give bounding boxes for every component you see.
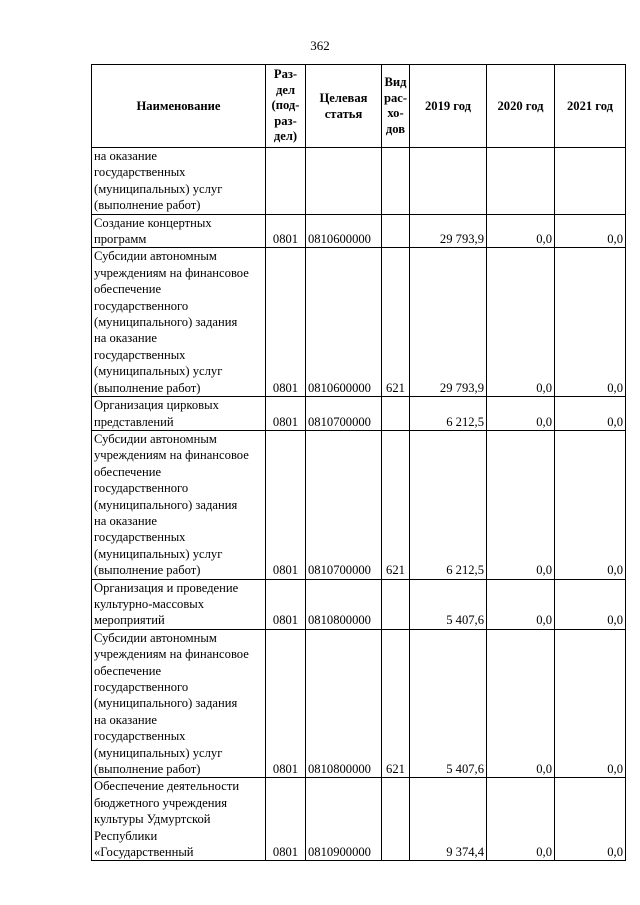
header-section — [266, 65, 306, 148]
row-name-cell — [92, 148, 266, 215]
row-name-line: мероприятий — [94, 613, 165, 628]
row-name-line: (выполнение работ) — [94, 380, 201, 395]
row-name-line: (выполнение работ) — [94, 563, 201, 578]
row-target-cell: 0810700000 — [306, 430, 382, 579]
row-name-cell — [92, 629, 266, 778]
row-name-line: государственных — [94, 530, 186, 545]
row-name-line: (выполнение работ) — [94, 762, 201, 777]
row-name-cell — [92, 778, 266, 861]
row-2020-cell: 0,0 — [487, 248, 555, 397]
row-name-line: государственных — [94, 165, 186, 180]
row-name-line: обеспечение — [94, 282, 162, 297]
row-2021-cell: 0,0 — [555, 629, 626, 778]
row-name-line: (выполнение работ) — [94, 198, 201, 213]
row-2021-cell: 0,0 — [555, 248, 626, 397]
row-name-line: Обеспечение деятельности — [94, 779, 240, 794]
row-name-line: Субсидии автономным — [94, 431, 217, 446]
row-name-line: государственного — [94, 680, 189, 694]
row-section-cell: 0801 — [266, 430, 306, 579]
table-row — [92, 148, 626, 215]
row-expense-type-cell — [382, 778, 410, 861]
row-name-line: (муниципальных) услуг — [94, 745, 223, 760]
row-2020-cell: 0,0 — [487, 214, 555, 248]
row-2020-cell: 0,0 — [487, 397, 555, 431]
header-expense-line: Вид — [384, 75, 407, 89]
row-2019-cell: 29 793,9 — [410, 248, 487, 397]
row-2019-cell: 6 212,5 — [410, 397, 487, 431]
header-row — [92, 65, 626, 148]
row-name-line: Организация и проведение — [94, 580, 239, 595]
row-name-line: государственного — [94, 481, 189, 496]
row-section-cell: 0801 — [266, 397, 306, 431]
header-section-line: Раз- — [273, 67, 298, 82]
row-name-line: на оказание — [94, 513, 157, 528]
row-target-cell: 0810800000 — [306, 579, 382, 629]
row-name-line: учреждениям на финансовое — [94, 265, 249, 280]
row-2021-cell: 0,0 — [555, 214, 626, 248]
page-number: 362 — [310, 38, 330, 53]
row-expense-type-cell: 621 — [382, 430, 410, 579]
row-expense-type-cell: 621 — [382, 629, 410, 778]
row-name-cell — [92, 579, 266, 629]
row-target-cell: 0810900000 — [306, 778, 382, 861]
row-name-line: Создание концертных — [94, 215, 212, 230]
row-target-cell: 0810600000 — [306, 214, 382, 248]
header-2019: 2019 год — [410, 65, 487, 148]
row-2021-cell: 0,0 — [555, 397, 626, 431]
row-2019-cell: 5 407,6 — [410, 579, 487, 629]
row-expense-type-cell — [382, 397, 410, 431]
row-name-line: бюджетного учреждения — [94, 795, 228, 810]
row-target-cell: 0810600000 — [306, 248, 382, 397]
row-target-cell — [306, 148, 382, 215]
row-name-line: Организация цирковых — [94, 398, 219, 413]
table-row — [92, 579, 626, 629]
row-2019-cell — [410, 148, 487, 215]
row-section-cell: 0801 — [266, 248, 306, 397]
row-name-line: Субсидии автономным — [94, 249, 217, 264]
row-name-line: (муниципального) задания — [94, 497, 238, 512]
row-name-line: программ — [94, 232, 147, 247]
row-name-cell — [92, 214, 266, 248]
row-name-line: обеспечение — [94, 663, 162, 678]
row-name-line: обеспечение — [94, 464, 162, 479]
row-name-line: (муниципального) задания — [94, 315, 238, 330]
header-section-line: раз- — [274, 113, 297, 128]
row-name-line: (муниципального) задания — [94, 696, 238, 711]
header-expense-line: рас- — [383, 90, 408, 105]
row-name-line: культурно-массовых — [94, 596, 205, 611]
row-name-line: учреждениям на финансовое — [94, 647, 249, 662]
header-target-line: Целевая — [319, 90, 368, 105]
row-expense-type-cell: 621 — [382, 248, 410, 397]
header-2020: 2020 год — [487, 65, 555, 148]
row-2021-cell: 0,0 — [555, 430, 626, 579]
row-name-line: на оказание — [94, 712, 157, 727]
table-row — [92, 397, 626, 431]
row-name-line: (муниципальных) услуг — [94, 181, 223, 196]
row-section-cell: 0801 — [266, 629, 306, 778]
table-row — [92, 778, 626, 861]
row-name-line: «Государственный — [94, 845, 194, 860]
row-name-line: государственных — [94, 347, 186, 362]
table-row — [92, 430, 626, 579]
row-target-cell: 0810700000 — [306, 397, 382, 431]
table-body — [92, 148, 626, 861]
row-name-line: представлений — [94, 414, 174, 429]
row-2020-cell: 0,0 — [487, 579, 555, 629]
row-2021-cell: 0,0 — [555, 778, 626, 861]
row-2019-cell: 29 793,9 — [410, 214, 487, 248]
row-section-cell: 0801 — [266, 778, 306, 861]
table-row — [92, 629, 626, 778]
row-name-cell — [92, 248, 266, 397]
budget-table — [91, 64, 626, 861]
row-name-line: культуры Удмуртской — [94, 812, 211, 827]
row-2021-cell — [555, 148, 626, 215]
header-expense-type — [382, 65, 410, 148]
header-section-line: дел) — [273, 129, 298, 144]
table-row — [92, 248, 626, 397]
row-expense-type-cell — [382, 148, 410, 215]
row-name-line: на оказание — [94, 331, 157, 346]
row-2020-cell — [487, 148, 555, 215]
row-section-cell — [266, 148, 306, 215]
header-section-line: (под- — [271, 98, 300, 113]
row-target-cell: 0810800000 — [306, 629, 382, 778]
row-name-line: на оказание — [94, 149, 157, 163]
row-2019-cell: 5 407,6 — [410, 629, 487, 778]
row-name-cell — [92, 430, 266, 579]
header-target-line: статья — [324, 107, 363, 121]
header-expense-line: хо- — [387, 106, 404, 120]
row-name-line: (муниципальных) услуг — [94, 546, 223, 561]
row-2019-cell: 6 212,5 — [410, 430, 487, 579]
row-section-cell: 0801 — [266, 214, 306, 248]
row-expense-type-cell — [382, 214, 410, 248]
row-2020-cell: 0,0 — [487, 778, 555, 861]
row-name-line: Субсидии автономным — [94, 630, 217, 645]
header-section-line: дел — [275, 82, 296, 97]
row-name-line: государственного — [94, 298, 189, 313]
row-2019-cell: 9 374,4 — [410, 778, 487, 861]
header-expense-line: дов — [385, 121, 406, 136]
row-expense-type-cell — [382, 579, 410, 629]
header-2021: 2021 год — [555, 65, 626, 148]
header-target — [306, 65, 382, 148]
row-name-line: (муниципальных) услуг — [94, 364, 223, 379]
row-2020-cell: 0,0 — [487, 629, 555, 778]
header-name: Наименование — [92, 65, 266, 148]
row-2020-cell: 0,0 — [487, 430, 555, 579]
row-name-line: государственных — [94, 729, 186, 744]
table-row — [92, 214, 626, 248]
row-2021-cell: 0,0 — [555, 579, 626, 629]
row-name-line: учреждениям на финансовое — [94, 448, 249, 463]
row-name-line: Республики — [94, 828, 158, 843]
row-section-cell: 0801 — [266, 579, 306, 629]
row-name-cell — [92, 397, 266, 431]
